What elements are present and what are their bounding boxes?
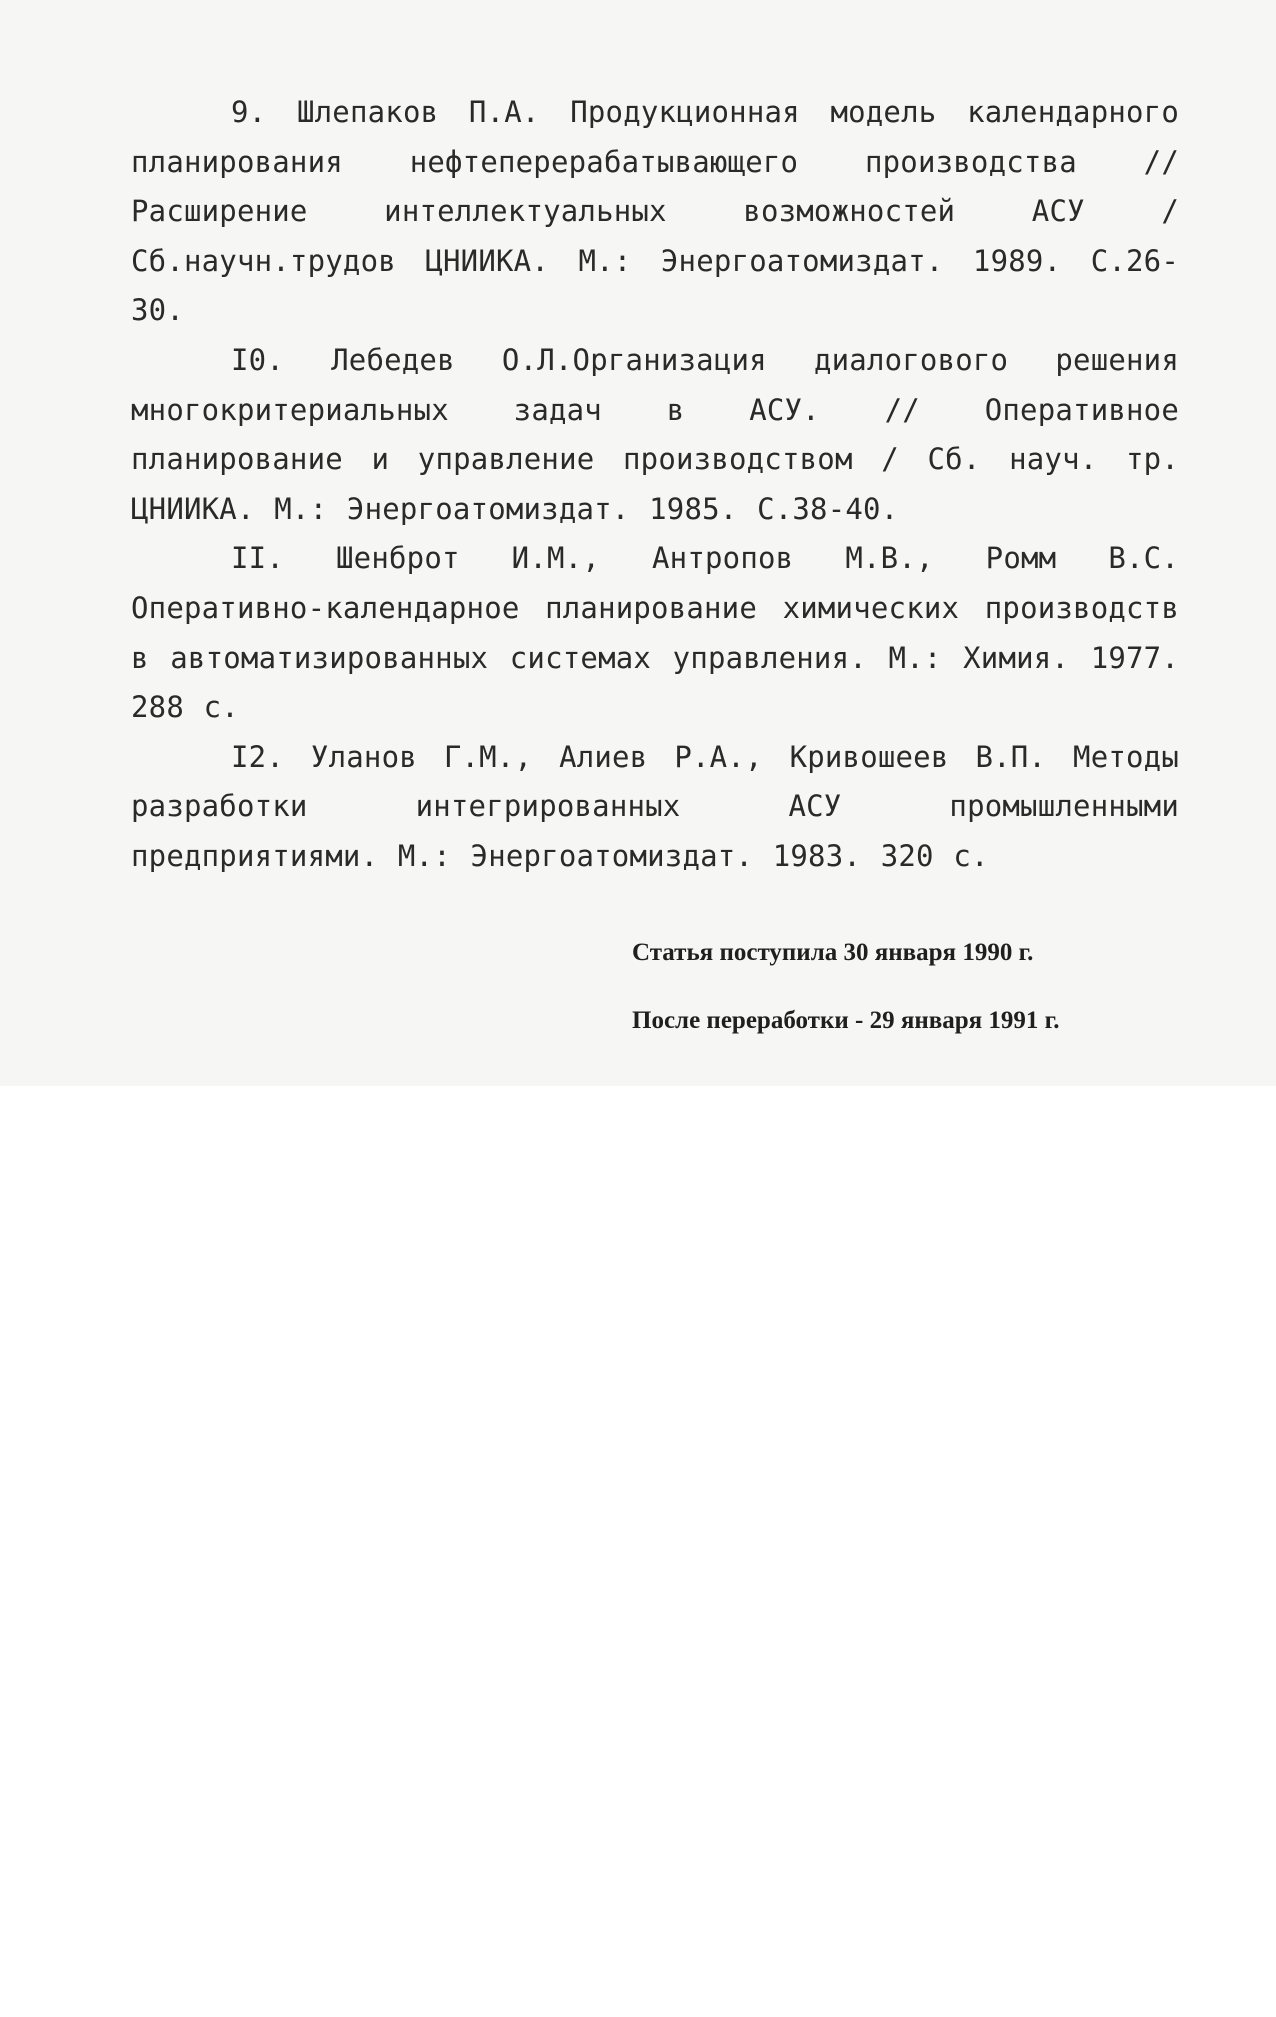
reference-item: 9. Шлепаков П.А. Продукционная модель календарного планирования нефтеперерабатывающего производства // Расширение интеллектуальных возможностей АСУ / Сб.научн.трудов ЦНИИКА. М.: Энергоатомиздат. 1989. С.26-30.	[131, 95, 1179, 328]
revised-date: После переработки - 29 января 1991 г.	[632, 1007, 1060, 1034]
reference-item: I0. Лебедев О.Л.Организация диалогового решения многокритериальных задач в АСУ. // Оперативное планирование и управление производством / Сб. науч. тр. ЦНИИКА. М.: Энергоатомиздат. 1985. С.38-40.	[131, 342, 1179, 526]
article-dates	[632, 934, 1059, 1070]
reference-item: I2. Уланов Г.М., Алиев Р.А., Кривошеев В.П. Методы разработки интегрированных АСУ промышленными предприятиями. М.: Энергоатомиздат. 1983. 320 с.	[131, 739, 1179, 873]
reference-item: II. Шенброт И.М., Антропов М.В., Ромм В.С. Оперативно-календарное планирование химических производств в автоматизированных системах управления. М.: Химия. 1977. 288 с.	[131, 541, 1179, 725]
received-date: Статья поступила 30 января 1990 г.	[632, 939, 1034, 966]
reference-list	[131, 88, 1179, 882]
